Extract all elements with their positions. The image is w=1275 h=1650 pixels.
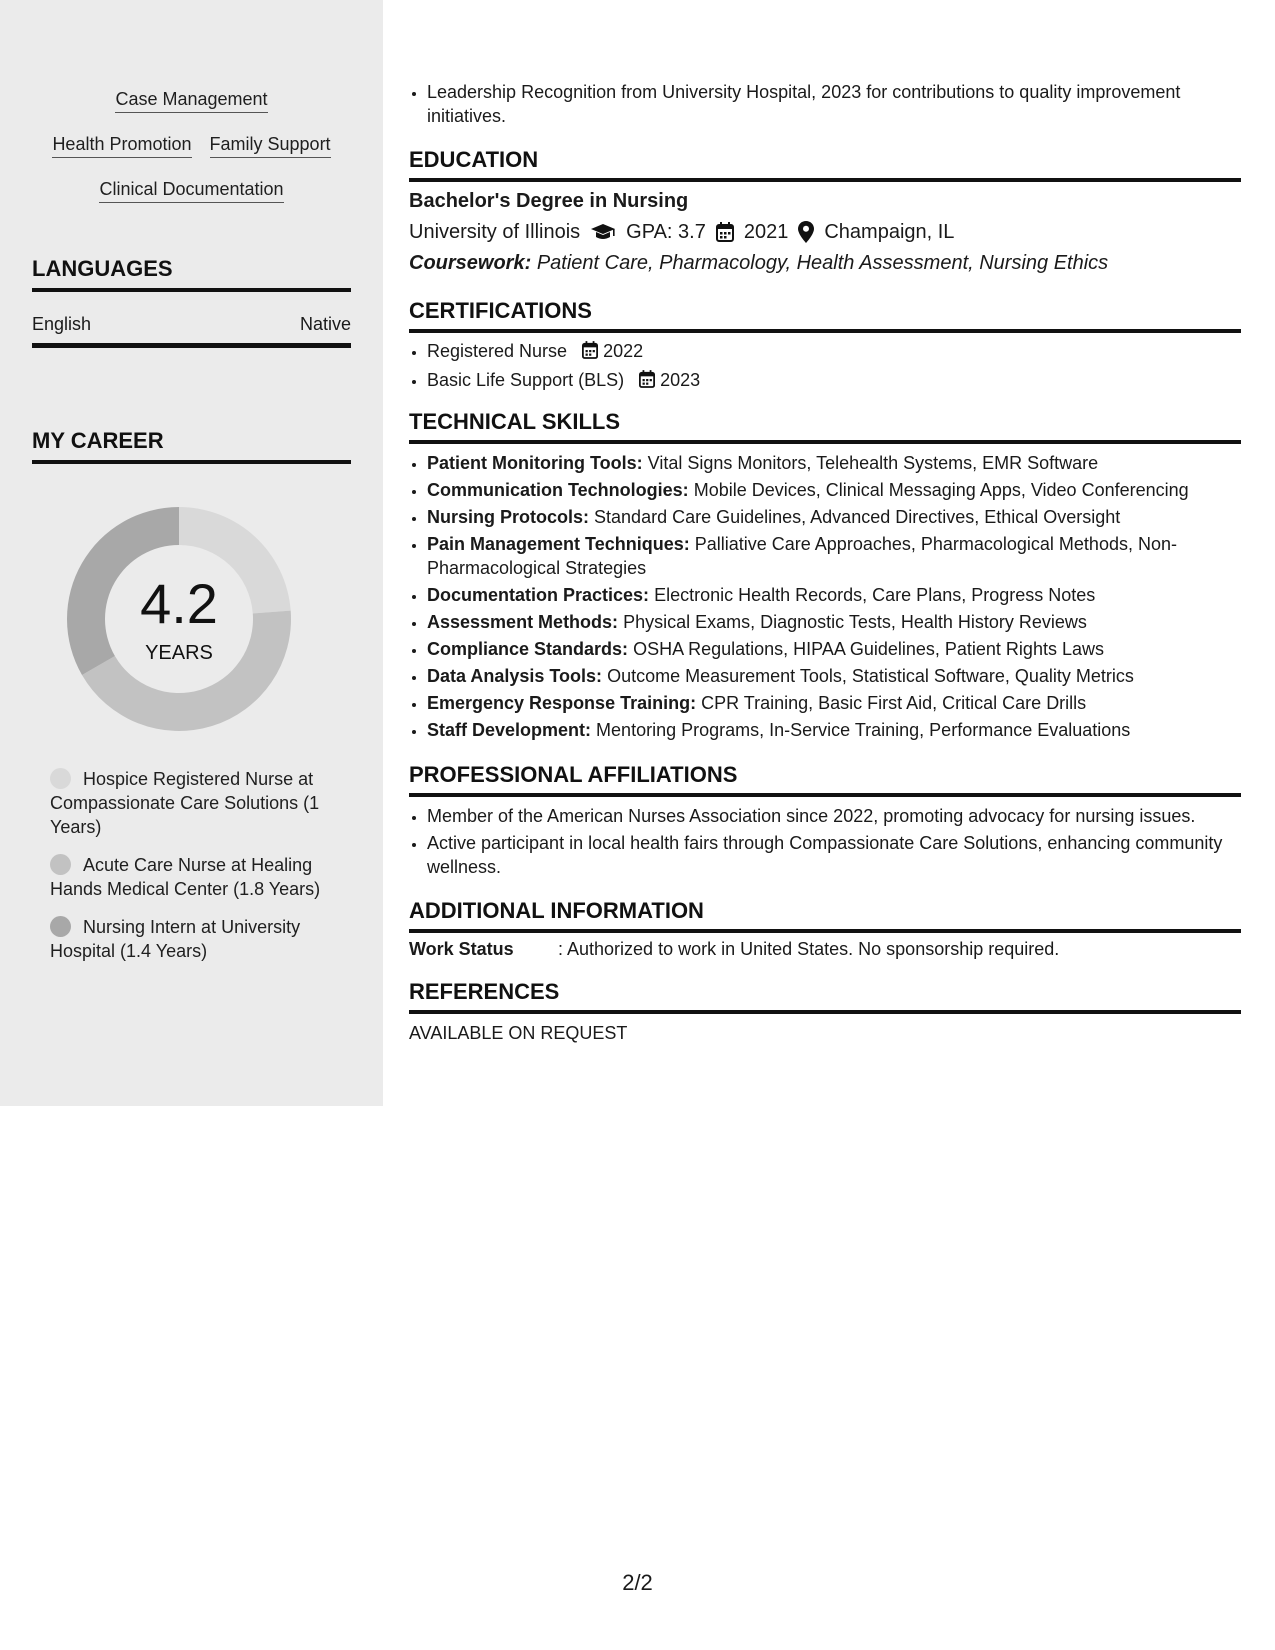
career-item-text: Acute Care Nurse at Healing Hands Medical Center (1.8 Years): [50, 855, 321, 899]
language-level: Native: [299, 314, 351, 334]
list-item: [427, 583, 1241, 607]
skill-label: Assessment Methods:: [427, 612, 619, 632]
list-item: [427, 637, 1241, 661]
career-total-value: 4.2: [140, 572, 218, 635]
school-name: University of Illinois: [409, 221, 581, 243]
work-status-label: Work Status: [409, 939, 514, 959]
language-row: [32, 313, 351, 348]
certifications-list: [427, 339, 1241, 394]
career-total-unit: YEARS: [145, 642, 213, 664]
school-location: Champaign, IL: [824, 221, 955, 243]
skill-label: Documentation Practices:: [427, 585, 650, 605]
skill-tag: Family Support: [210, 133, 331, 158]
skill-label: Communication Technologies:: [427, 480, 689, 500]
skill-label: Data Analysis Tools:: [427, 666, 603, 686]
skill-row: [0, 178, 383, 203]
language-name: English: [32, 314, 92, 334]
career-item: [50, 767, 335, 839]
skill-label: Emergency Response Training:: [427, 693, 697, 713]
skill-label: Nursing Protocols:: [427, 507, 590, 527]
references-heading: REFERENCES: [409, 979, 1241, 1014]
skill-text: Electronic Health Records, Care Plans, Progress Notes: [654, 585, 1096, 605]
list-item: [427, 691, 1241, 715]
skill-text: Physical Exams, Diagnostic Tests, Health History Reviews: [623, 612, 1087, 632]
career-legend: [50, 767, 335, 977]
page-number: 2/2: [622, 1570, 653, 1595]
affiliations-list: [427, 804, 1241, 879]
career-item-text: Nursing Intern at University Hospital (1.4 Years): [50, 917, 301, 961]
calendar-icon: [582, 341, 598, 365]
career-item: [50, 915, 335, 963]
skill-text: Palliative Care Approaches, Pharmacological Methods, Non-Pharmacological Strategies: [427, 534, 1177, 578]
legend-dot: [50, 854, 71, 875]
list-item: • Leadership Recognition from University Hospital, 2023 for contributions to quality improvement initiatives.: [427, 80, 1241, 128]
skill-label: Patient Monitoring Tools:: [427, 453, 643, 473]
skill-text: OSHA Regulations, HIPAA Guidelines, Patient Rights Laws: [633, 639, 1104, 659]
education-details: [409, 219, 954, 245]
coursework-label: Coursework:: [409, 252, 532, 274]
career-heading: MY CAREER: [32, 428, 351, 464]
list-item: [427, 718, 1241, 742]
list-item: [427, 368, 1241, 394]
cert-name: Basic Life Support (BLS): [427, 370, 625, 390]
cert-year: 2022: [603, 341, 644, 361]
legend-dot: [50, 916, 71, 937]
technical-skills-list: [427, 451, 1241, 742]
coursework-list: Patient Care, Pharmacology, Health Assessment, Nursing Ethics: [536, 252, 1109, 274]
certifications-heading: CERTIFICATIONS: [409, 298, 1241, 333]
legend-dot: [50, 768, 71, 789]
graduation-year: 2021: [743, 221, 789, 243]
graduation-cap-icon: [590, 223, 616, 241]
calendar-icon: [639, 370, 655, 394]
skill-text: Mentoring Programs, In-Service Training, Performance Evaluations: [596, 720, 1131, 740]
languages-heading: LANGUAGES: [32, 256, 351, 292]
list-item: [427, 532, 1241, 580]
skill-tag: Health Promotion: [52, 133, 191, 158]
list-item: [427, 505, 1241, 529]
map-pin-icon: [798, 221, 814, 243]
sidebar: [0, 0, 383, 1106]
list-item: [427, 339, 1241, 365]
skill-text: Mobile Devices, Clinical Messaging Apps, Video Conferencing: [693, 480, 1189, 500]
skill-tag: Case Management: [115, 88, 267, 113]
list-item: [427, 664, 1241, 688]
list-item: [427, 610, 1241, 634]
skill-row: [0, 88, 383, 113]
list-item: • Active participant in local health fairs through Compassionate Care Solutions, enhancing community wellness.: [427, 831, 1241, 879]
work-status-value: : Authorized to work in United States. No sponsorship required.: [558, 939, 1060, 959]
leadership-list: [427, 80, 1241, 128]
list-item: [427, 478, 1241, 502]
career-donut-chart: [66, 506, 292, 732]
skill-label: Pain Management Techniques:: [427, 534, 690, 554]
additional-info-heading: ADDITIONAL INFORMATION: [409, 898, 1241, 933]
skill-label: Staff Development:: [427, 720, 592, 740]
gpa: GPA: 3.7: [626, 221, 706, 243]
cert-name: Registered Nurse: [427, 341, 568, 361]
skill-text: Outcome Measurement Tools, Statistical Software, Quality Metrics: [607, 666, 1134, 686]
career-item-text: Hospice Registered Nurse at Compassionate Care Solutions (1 Years): [50, 769, 320, 837]
technical-skills-heading: TECHNICAL SKILLS: [409, 409, 1241, 444]
skill-text: CPR Training, Basic First Aid, Critical Care Drills: [701, 693, 1087, 713]
coursework: [409, 250, 1108, 276]
skill-text: Standard Care Guidelines, Advanced Directives, Ethical Oversight: [594, 507, 1121, 527]
list-item: • Member of the American Nurses Association since 2022, promoting advocacy for nursing issues.: [427, 804, 1241, 828]
career-item: [50, 853, 335, 901]
skill-row: [0, 133, 383, 158]
skill-tag: Clinical Documentation: [99, 178, 283, 203]
list-item: [427, 451, 1241, 475]
education-heading: EDUCATION: [409, 147, 1241, 182]
degree-title: Bachelor's Degree in Nursing: [409, 190, 689, 212]
cert-year: 2023: [660, 370, 701, 390]
calendar-icon: [716, 222, 734, 242]
affiliations-heading: PROFESSIONAL AFFILIATIONS: [409, 762, 1241, 797]
skill-text: Vital Signs Monitors, Telehealth Systems, EMR Software: [647, 453, 1099, 473]
work-status-row: [409, 937, 1059, 961]
references-text: AVAILABLE ON REQUEST: [409, 1023, 628, 1043]
skill-label: Compliance Standards:: [427, 639, 629, 659]
